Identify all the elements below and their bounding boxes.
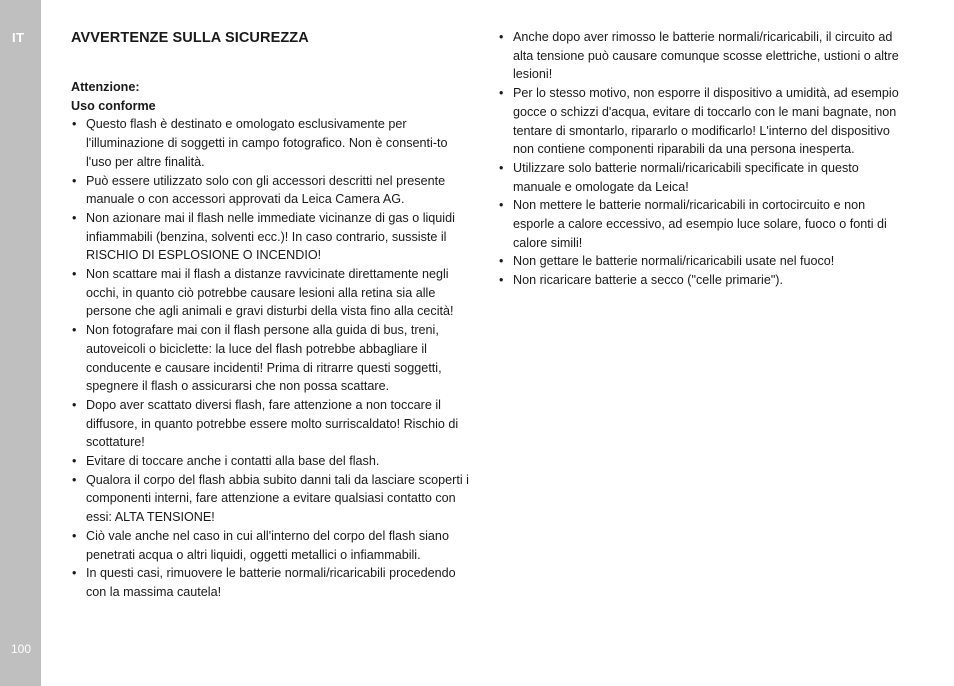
list-item [71,321,473,396]
bullet-icon: • [72,173,77,188]
bullet-icon: • [499,30,504,44]
list-item [71,564,473,601]
list-item [498,271,900,290]
intended-use-subhead: Uso conforme [71,98,156,113]
left-column [71,28,473,602]
bullet-icon: • [72,323,77,338]
bullet-icon: • [72,397,77,412]
list-item-text: In questi casi, rimuovere le batterie normali/ricaricabili procedendo con la massima cautela! [86,566,456,599]
list-item [498,196,900,252]
language-side-tab [0,0,41,686]
list-item [71,471,473,527]
right-column [498,28,900,290]
bullet-icon: • [72,117,77,132]
list-item-text: Può essere utilizzato solo con gli accessori descritti nel presente manuale o con accessori approvati da Leica Camera AG. [86,173,446,207]
list-item [498,28,900,84]
left-bullet-list [71,115,473,601]
list-item-text: Non mettere le batterie normali/ricaricabili in cortocircuito e non esporle a calore eccessivo, ad esempio luce solare, fuoco o fonti di calore simili! [513,198,887,250]
list-item [71,172,473,209]
list-item-text: Anche dopo aver rimosso le batterie normali/ricaricabili, il circuito ad alta tensione può causare comunque scosse elettriche, ustioni o altre lesioni! [513,30,899,82]
list-item [71,452,473,471]
bullet-icon: • [72,528,77,543]
list-item-text: Questo flash è destinato e omologato esclusivamente per l'illuminazione di soggetti in campo fotografico. Non è consenti-to l'uso per altre finalità. [86,117,448,169]
list-item-text: Non fotografare mai con il flash persone alla guida di bus, treni, autoveicoli o biciclette: la luce del flash potrebbe abbagliare il conducente e causare incidenti! Prima di ritrarre questi soggetti, spegnere il flash o assicurarsi che non possa scattare. [86,323,442,394]
bullet-icon: • [499,273,504,288]
bullet-icon: • [72,267,77,282]
bullet-icon: • [499,86,504,101]
list-item [498,252,900,271]
list-item-text: Non gettare le batterie normali/ricaricabili usate nel fuoco! [513,254,835,269]
list-item-text: Non azionare mai il flash nelle immediate vicinanze di gas o liquidi infiammabili (benzina, solventi ecc.)! In caso contrario, sussiste il RISCHIO DI ESPLOSIONE O INCENDIO! [86,210,455,263]
bullet-icon: • [499,160,504,175]
bullet-icon: • [72,472,77,487]
list-item [71,265,473,321]
right-bullet-list [498,28,900,290]
language-label: IT [12,30,25,45]
bullet-icon: • [499,198,504,213]
list-item-text: Utilizzare solo batterie normali/ricaricabili specificate in questo manuale e omologate da Leica! [513,160,859,194]
list-item-text: Non ricaricare batterie a secco ("celle primarie"). [513,273,784,288]
list-item [498,84,900,159]
section-title: AVVERTENZE SULLA SICUREZZA [71,30,309,46]
list-item-text: Evitare di toccare anche i contatti alla base del flash. [86,454,380,469]
list-item-text: Qualora il corpo del flash abbia subito danni tali da lasciare scoperti i componenti interni, fare attenzione a evitare qualsiasi contatto con essi: ALTA TENSIONE! [86,472,469,525]
list-item [71,396,473,452]
bullet-icon: • [499,254,504,269]
list-item-text: Ciò vale anche nel caso in cui all'interno del corpo del flash siano penetrati acqua o altri liquidi, oggetti metallici o infiammabili. [86,528,449,562]
list-item [71,115,473,171]
list-item-text: Per lo stesso motivo, non esporre il dispositivo a umidità, ad esempio gocce o schizzi d'acqua, evitare di toccarlo con le mani bagnate, non tentare di smontarlo, ripararlo o modificarlo! L'interno del dispositivo non contiene componenti riparabili da una persona inesperta. [513,86,899,157]
list-item-text: Non scattare mai il flash a distanze ravvicinate direttamente negli occhi, in quanto ciò potrebbe causare lesioni alla retina sia alle persone che agli animali e gravi disturbi della vista fino alla cecità! [86,267,454,319]
attention-subhead: Attenzione: [71,80,140,94]
page-number: 100 [11,642,32,656]
list-item-text: Dopo aver scattato diversi flash, fare attenzione a non toccare il diffusore, in quanto potrebbe essere molto surriscaldato! Rischio di scottature! [86,397,459,450]
list-item [71,209,473,265]
list-item [71,527,473,564]
bullet-icon: • [72,566,77,581]
list-item [498,159,900,196]
bullet-icon: • [72,454,77,469]
bullet-icon: • [72,210,77,225]
